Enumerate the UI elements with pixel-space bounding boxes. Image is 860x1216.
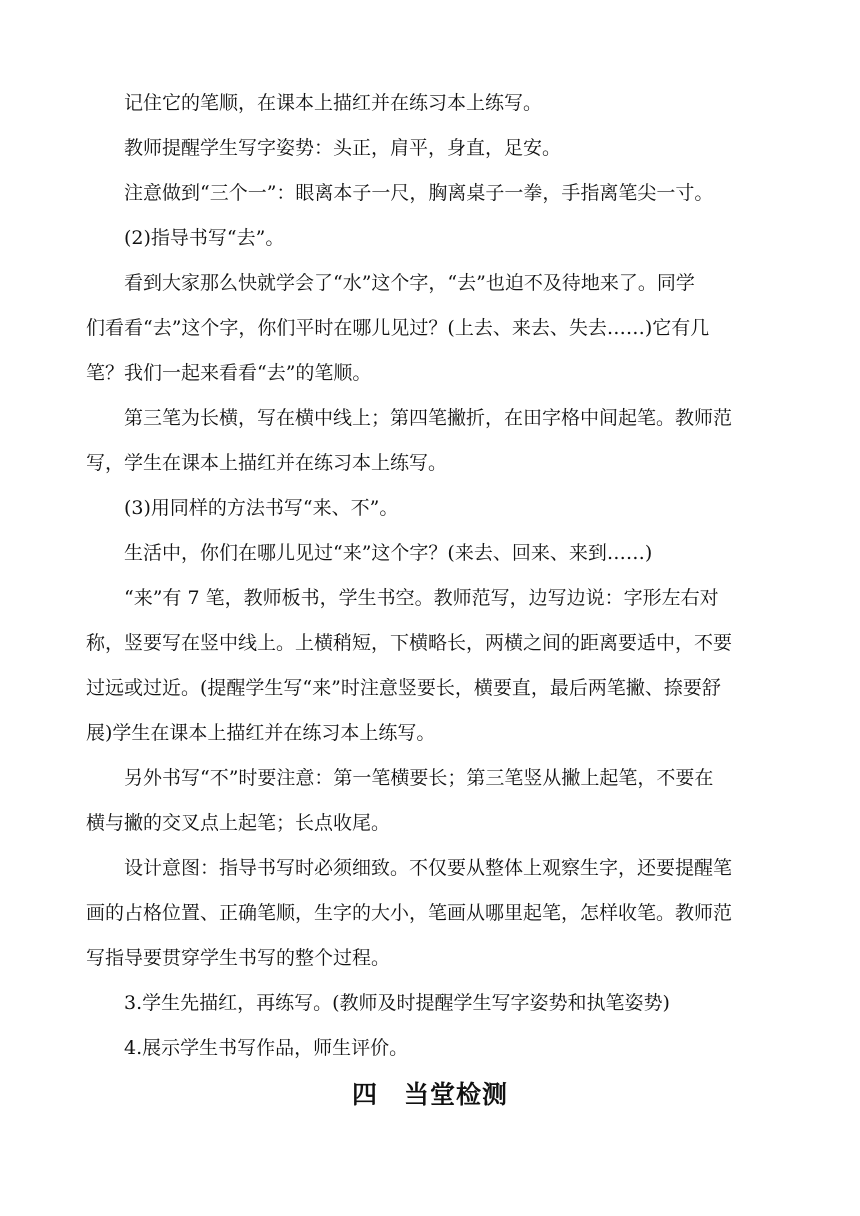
text-line: 横与撇的交叉点上起笔；长点收尾。 bbox=[86, 812, 391, 834]
text-line: 过远或过近。(提醒学生写“来”时注意竖要长，横要直，最后两笔撇、捺要舒 bbox=[86, 677, 721, 699]
text-line: (3)用同样的方法书写“来、不”。 bbox=[86, 497, 399, 519]
text-line: 写，学生在课本上描红并在练习本上练写。 bbox=[86, 452, 448, 474]
text-line: 笔？我们一起来看看“去”的笔顺。 bbox=[86, 362, 372, 384]
text-line: “来”有 7 笔，教师板书，学生书空。教师范写，边写边说：字形左右对 bbox=[86, 587, 719, 609]
text-line: 记住它的笔顺，在课本上描红并在练习本上练写。 bbox=[86, 92, 543, 114]
text-line: 设计意图：指导书写时必须细致。不仅要从整体上观察生字，还要提醒笔 bbox=[86, 857, 733, 879]
text-line: 写指导要贯穿学生书写的整个过程。 bbox=[86, 947, 391, 969]
text-line: 们看看“去”这个字，你们平时在哪儿见过？(上去、来去、失去……)它有几 bbox=[86, 317, 710, 339]
section-heading: 四 当堂检测 bbox=[351, 1080, 508, 1109]
text-line: 展)学生在课本上描红并在练习本上练写。 bbox=[86, 722, 436, 744]
text-line: 注意做到“三个一”：眼离本子一尺，胸离桌子一拳，手指离笔尖一寸。 bbox=[86, 182, 714, 204]
text-line: 3.学生先描红，再练写。(教师及时提醒学生写字姿势和执笔姿势) bbox=[86, 992, 670, 1014]
text-line: 看到大家那么快就学会了“水”这个字，“去”也迫不及待地来了。同学 bbox=[86, 272, 695, 294]
text-line: 另外书写“不”时要注意：第一笔横要长；第三笔竖从撇上起笔，不要在 bbox=[86, 767, 714, 789]
text-line: 称，竖要写在竖中线上。上横稍短，下横略长，两横之间的距离要适中，不要 bbox=[86, 632, 733, 654]
paragraph-body bbox=[86, 81, 776, 1071]
text-line: 画的占格位置、正确笔顺，生字的大小，笔画从哪里起笔，怎样收笔。教师范 bbox=[86, 902, 733, 924]
text-line: 教师提醒学生写字姿势：头正，肩平，身直，足安。 bbox=[86, 137, 562, 159]
text-line: 第三笔为长横，写在横中线上；第四笔撇折，在田字格中间起笔。教师范 bbox=[86, 407, 733, 429]
text-line: 生活中，你们在哪儿见过“来”这个字？(来去、回来、来到……) bbox=[86, 542, 653, 564]
text-line: (2)指导书写“去”。 bbox=[86, 227, 285, 249]
text-line: 4.展示学生书写作品，师生评价。 bbox=[86, 1037, 409, 1059]
